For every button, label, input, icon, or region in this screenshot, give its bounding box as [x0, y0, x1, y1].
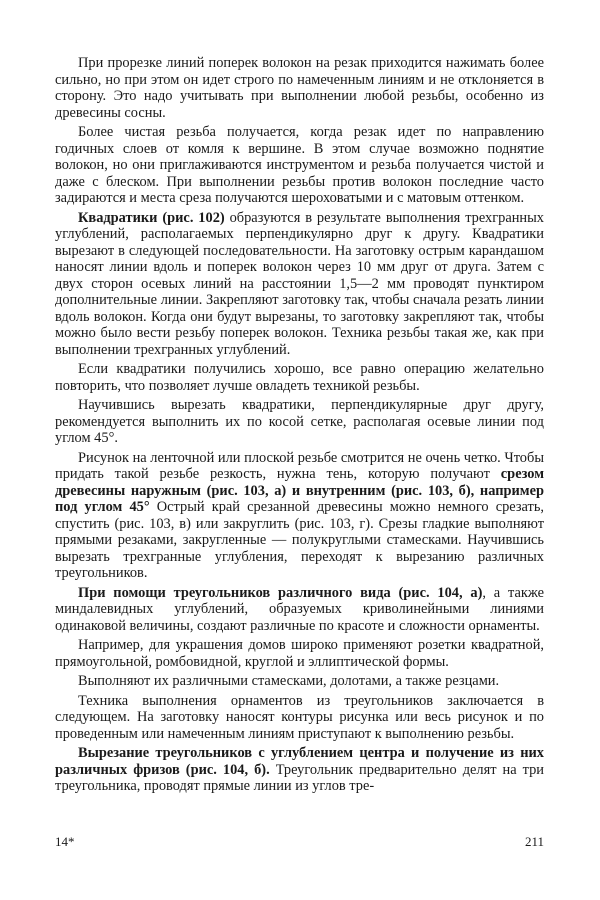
text-segment: образуются в результате выполнения трехгранных углублений, располагаемых перпендикулярно друг к другу. Квадратики вырезают в следующей последовательности. На заготовку острым карандашом наносят линии вдоль и поперек волокон через 10 мм друг от друга. Затем с двух сторон осевых линий на расстоянии 1,5—2 мм проводят пунктиром дополнительные линии. Закрепляют заготовку так, чтобы сначала резать линии вдоль волокон. Когда они будут вырезаны, то заготовку закрепляют так, чтобы можно было вести резьбу поперек волокон. Техника резьбы такая же, как при выполнении трехгранных углублений. — [55, 209, 544, 358]
bold-term: Вырезание треугольников с углублением центра и получение из них различных фризов (рис. 104, б). — [55, 745, 544, 778]
text-segment: Треугольник предварительно делят на три треугольника, проводят прямые линии из углов тре- — [55, 761, 544, 794]
text-segment: Острый край срезанной древесины можно немного срезать, спустить (рис. 103, в) или закруглить (рис. 103, г). Срезы гладкие выполняют прямыми резаками, закругленные — полукруглыми стамесками. Научившись вырезать трехгранные углубления, переходят к вырезанию различных треугольников. — [55, 499, 544, 581]
paragraph-8 — [55, 637, 544, 670]
paragraph-11 — [55, 745, 544, 795]
paragraph-1 — [55, 55, 544, 121]
paragraph-3 — [55, 210, 544, 359]
paragraph-5 — [55, 397, 544, 447]
paragraph-6 — [55, 450, 544, 582]
bold-term: срезом древесины наружным (рис. 103, а) и внутренним (рис. 103, б), например под углом 45° — [55, 466, 544, 515]
bold-term: При помощи треугольников различного вида (рис. 104, а) — [78, 584, 483, 601]
text-segment: Рисунок на ленточной или плоской резьбе смотрится не очень четко. Чтобы придать такой резьбе резкость, нужна тень, которую получают — [55, 449, 544, 482]
paragraph-10 — [55, 693, 544, 743]
text-segment: Техника выполнения орнаментов из треугольников заключается в следующем. На заготовку наносят контуры рисунка или весь рисунок и по проведенным или намеченным линиям приступают к выполнению резьбы. — [55, 692, 544, 742]
paragraph-9 — [55, 673, 544, 690]
text-segment: Если квадратики получились хорошо, все равно операцию желательно повторить, что позволяет лучше овладеть техникой резьбы. — [55, 361, 544, 394]
text-segment: При прорезке линий поперек волокон на резак приходится нажимать более сильно, но при этом он идет строго по намеченным линиям и не отклоняется в сторону. Это надо учитывать при выполнении любой резьбы, особенно из древесины сосны. — [55, 55, 544, 121]
signature-mark: 14* — [55, 834, 75, 849]
text-segment: Научившись вырезать квадратики, перпендикулярные друг другу, рекомендуется выполнить их по косой сетке, располагая осевые линии под углом 45°. — [55, 397, 544, 446]
bold-term: Квадратики (рис. 102) — [78, 209, 225, 226]
page-body — [55, 55, 544, 798]
text-segment: Выполняют их различными стамесками, долотами, а также резцами. — [78, 673, 500, 689]
text-segment: , а также миндалевидных углублений, образуемых криволинейными линиями одинаковой величины, создают различные по красоте и сложности орнаменты. — [55, 584, 544, 634]
paragraph-4 — [55, 361, 544, 394]
text-segment: Более чистая резьба получается, когда резак идет по направлению годичных слоев от комля к вершине. В этом случае возможно поднятие волокон, но они приглаживаются инструментом и резьба получается чистой и даже с блеском. При выполнении резьбы против волокон последние часто задираются и места среза получаются шероховатыми и с матовым оттенком. — [55, 124, 544, 206]
text-segment: Например, для украшения домов широко применяют розетки квадратной, прямоугольной, ромбовидной, круглой и эллиптической формы. — [55, 637, 544, 670]
page-footer — [55, 834, 544, 850]
paragraph-7 — [55, 585, 544, 635]
page-number: 211 — [524, 834, 544, 849]
paragraph-2 — [55, 124, 544, 207]
